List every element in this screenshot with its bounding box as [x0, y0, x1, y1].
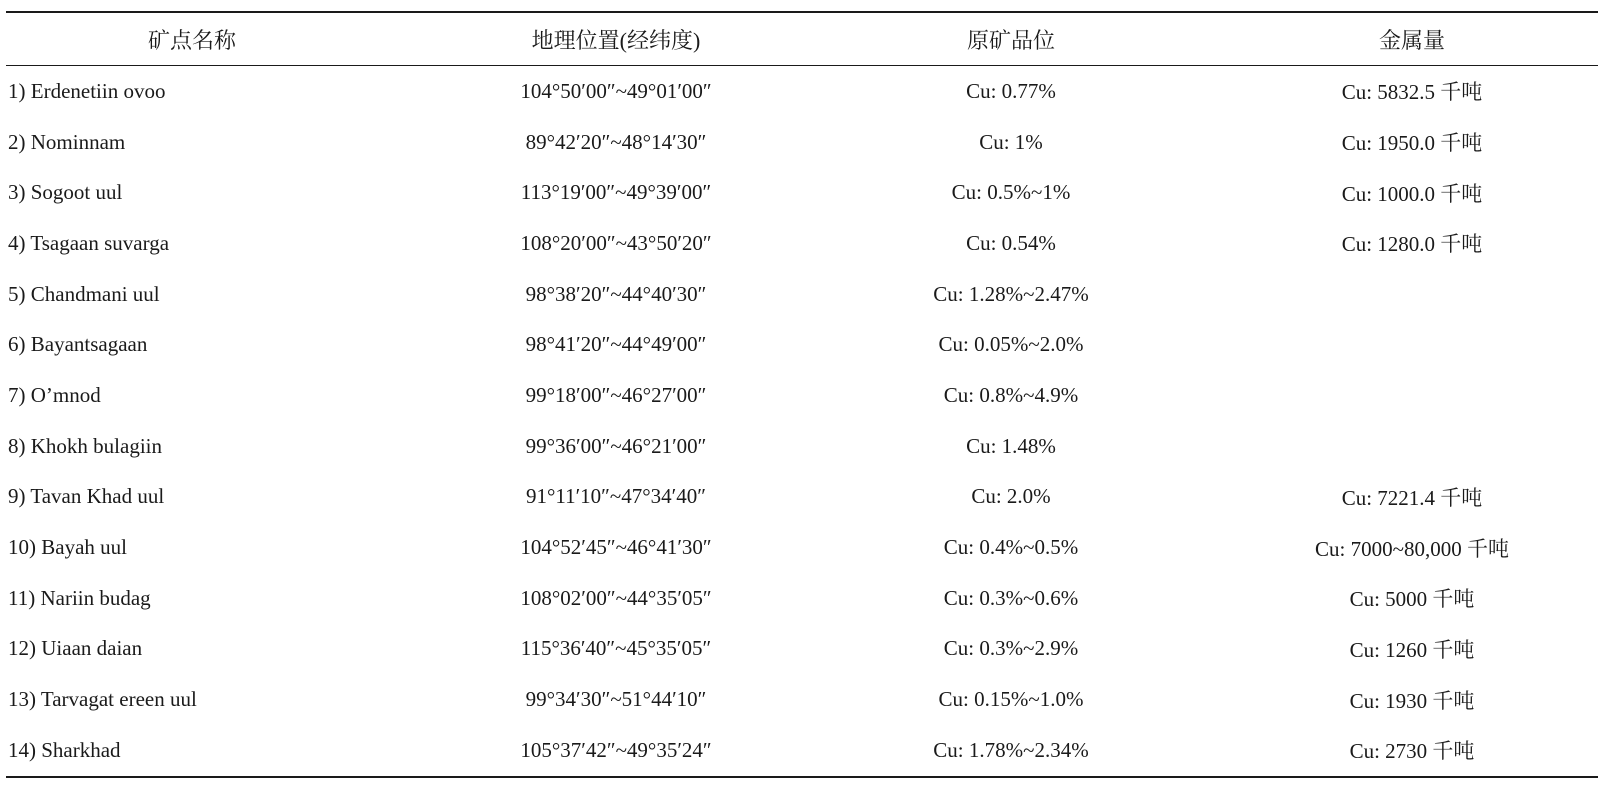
cell-metal-amount: Cu: 2730 千吨 — [1349, 739, 1475, 764]
table-row — [6, 167, 1598, 218]
table-row — [6, 624, 1598, 675]
cell-location: 91°11′10″~47°34′40″ — [525, 484, 707, 509]
cell-deposit-name: 1) Erdenetiin ovoo — [8, 78, 166, 103]
cell-deposit-name: 10) Bayah uul — [8, 535, 127, 560]
cell-metal-amount — [1226, 269, 1598, 320]
cell-location: 104°52′45″~46°41′30″ — [520, 535, 712, 560]
cell-ore-grade: Cu: 1% — [979, 129, 1043, 154]
cell-metal-amount: Cu: 1950.0 千吨 — [1341, 131, 1483, 156]
cell-location: 104°50′00″~49°01′00″ — [520, 78, 712, 103]
table-row — [6, 522, 1598, 573]
cell-deposit-name: 3) Sogoot uul — [8, 180, 123, 205]
cell-location: 99°34′30″~51°44′10″ — [525, 687, 707, 712]
table-row — [6, 66, 1598, 117]
cell-ore-grade: Cu: 1.48% — [966, 433, 1056, 458]
table-row — [6, 725, 1598, 777]
copper-deposit-table — [6, 11, 1598, 778]
cell-deposit-name: 4) Tsagaan suvarga — [8, 230, 170, 255]
cell-metal-amount: Cu: 5832.5 千吨 — [1341, 80, 1483, 105]
cell-metal-amount — [1226, 370, 1598, 421]
cell-ore-grade: Cu: 0.54% — [966, 230, 1056, 255]
cell-ore-grade: Cu: 1.78%~2.34% — [933, 737, 1089, 762]
cell-deposit-name: 7) O’mnod — [8, 382, 101, 407]
cell-metal-amount: Cu: 7221.4 千吨 — [1341, 485, 1483, 510]
cell-location: 98°41′20″~44°49′00″ — [525, 332, 707, 357]
table-row — [6, 472, 1598, 523]
cell-deposit-name: 5) Chandmani uul — [8, 281, 160, 306]
header-ore-grade: 原矿品位 — [966, 27, 1055, 53]
cell-location: 115°36′40″~45°35′05″ — [520, 636, 712, 661]
header-metal-amount: 金属量 — [1378, 27, 1445, 53]
cell-metal-amount: Cu: 1000.0 千吨 — [1341, 181, 1483, 206]
table-row — [6, 218, 1598, 269]
cell-metal-amount: Cu: 7000~80,000 千吨 — [1315, 536, 1509, 561]
table-row — [6, 573, 1598, 624]
cell-deposit-name: 12) Uiaan daian — [8, 636, 143, 661]
data-table — [6, 11, 1598, 778]
cell-ore-grade: Cu: 0.3%~0.6% — [943, 585, 1079, 610]
cell-metal-amount: Cu: 5000 千吨 — [1349, 587, 1475, 612]
cell-ore-grade: Cu: 2.0% — [971, 484, 1051, 509]
cell-metal-amount — [1226, 421, 1598, 472]
cell-location: 105°37′42″~49°35′24″ — [520, 737, 712, 762]
table-row — [6, 674, 1598, 725]
cell-deposit-name: 14) Sharkhad — [8, 737, 121, 762]
cell-location: 98°38′20″~44°40′30″ — [525, 281, 707, 306]
cell-ore-grade: Cu: 0.3%~2.9% — [943, 636, 1079, 661]
cell-ore-grade: Cu: 0.4%~0.5% — [943, 535, 1079, 560]
cell-location: 99°18′00″~46°27′00″ — [525, 382, 707, 407]
cell-ore-grade: Cu: 0.77% — [966, 78, 1056, 103]
header-row — [6, 12, 1598, 66]
cell-deposit-name: 13) Tarvagat ereen uul — [8, 687, 197, 712]
table-body — [6, 66, 1598, 777]
cell-location: 113°19′00″~49°39′00″ — [520, 180, 712, 205]
table-row — [6, 269, 1598, 320]
cell-location: 99°36′00″~46°21′00″ — [525, 433, 707, 458]
cell-deposit-name: 2) Nominnam — [8, 129, 126, 154]
cell-location: 108°02′00″~44°35′05″ — [520, 585, 712, 610]
table-row — [6, 319, 1598, 370]
cell-deposit-name: 6) Bayantsagaan — [8, 332, 148, 357]
cell-metal-amount: Cu: 1280.0 千吨 — [1341, 232, 1483, 257]
table-row — [6, 421, 1598, 472]
table-header — [6, 12, 1598, 66]
cell-metal-amount: Cu: 1260 千吨 — [1349, 637, 1475, 662]
cell-location: 89°42′20″~48°14′30″ — [525, 129, 707, 154]
table-row — [6, 117, 1598, 168]
cell-ore-grade: Cu: 1.28%~2.47% — [933, 281, 1089, 306]
cell-metal-amount: Cu: 1930 千吨 — [1349, 688, 1475, 713]
cell-ore-grade: Cu: 0.15%~1.0% — [938, 687, 1084, 712]
cell-deposit-name: 8) Khokh bulagiin — [8, 433, 162, 458]
cell-metal-amount — [1226, 319, 1598, 370]
table-row — [6, 370, 1598, 421]
header-location: 地理位置(经纬度) — [531, 27, 701, 53]
cell-location: 108°20′00″~43°50′20″ — [520, 230, 712, 255]
cell-deposit-name: 9) Tavan Khad uul — [8, 484, 165, 509]
cell-ore-grade: Cu: 0.5%~1% — [951, 180, 1071, 205]
cell-deposit-name: 11) Nariin budag — [8, 585, 151, 610]
cell-ore-grade: Cu: 0.05%~2.0% — [938, 332, 1084, 357]
header-deposit-name: 矿点名称 — [148, 27, 237, 53]
cell-ore-grade: Cu: 0.8%~4.9% — [943, 382, 1079, 407]
